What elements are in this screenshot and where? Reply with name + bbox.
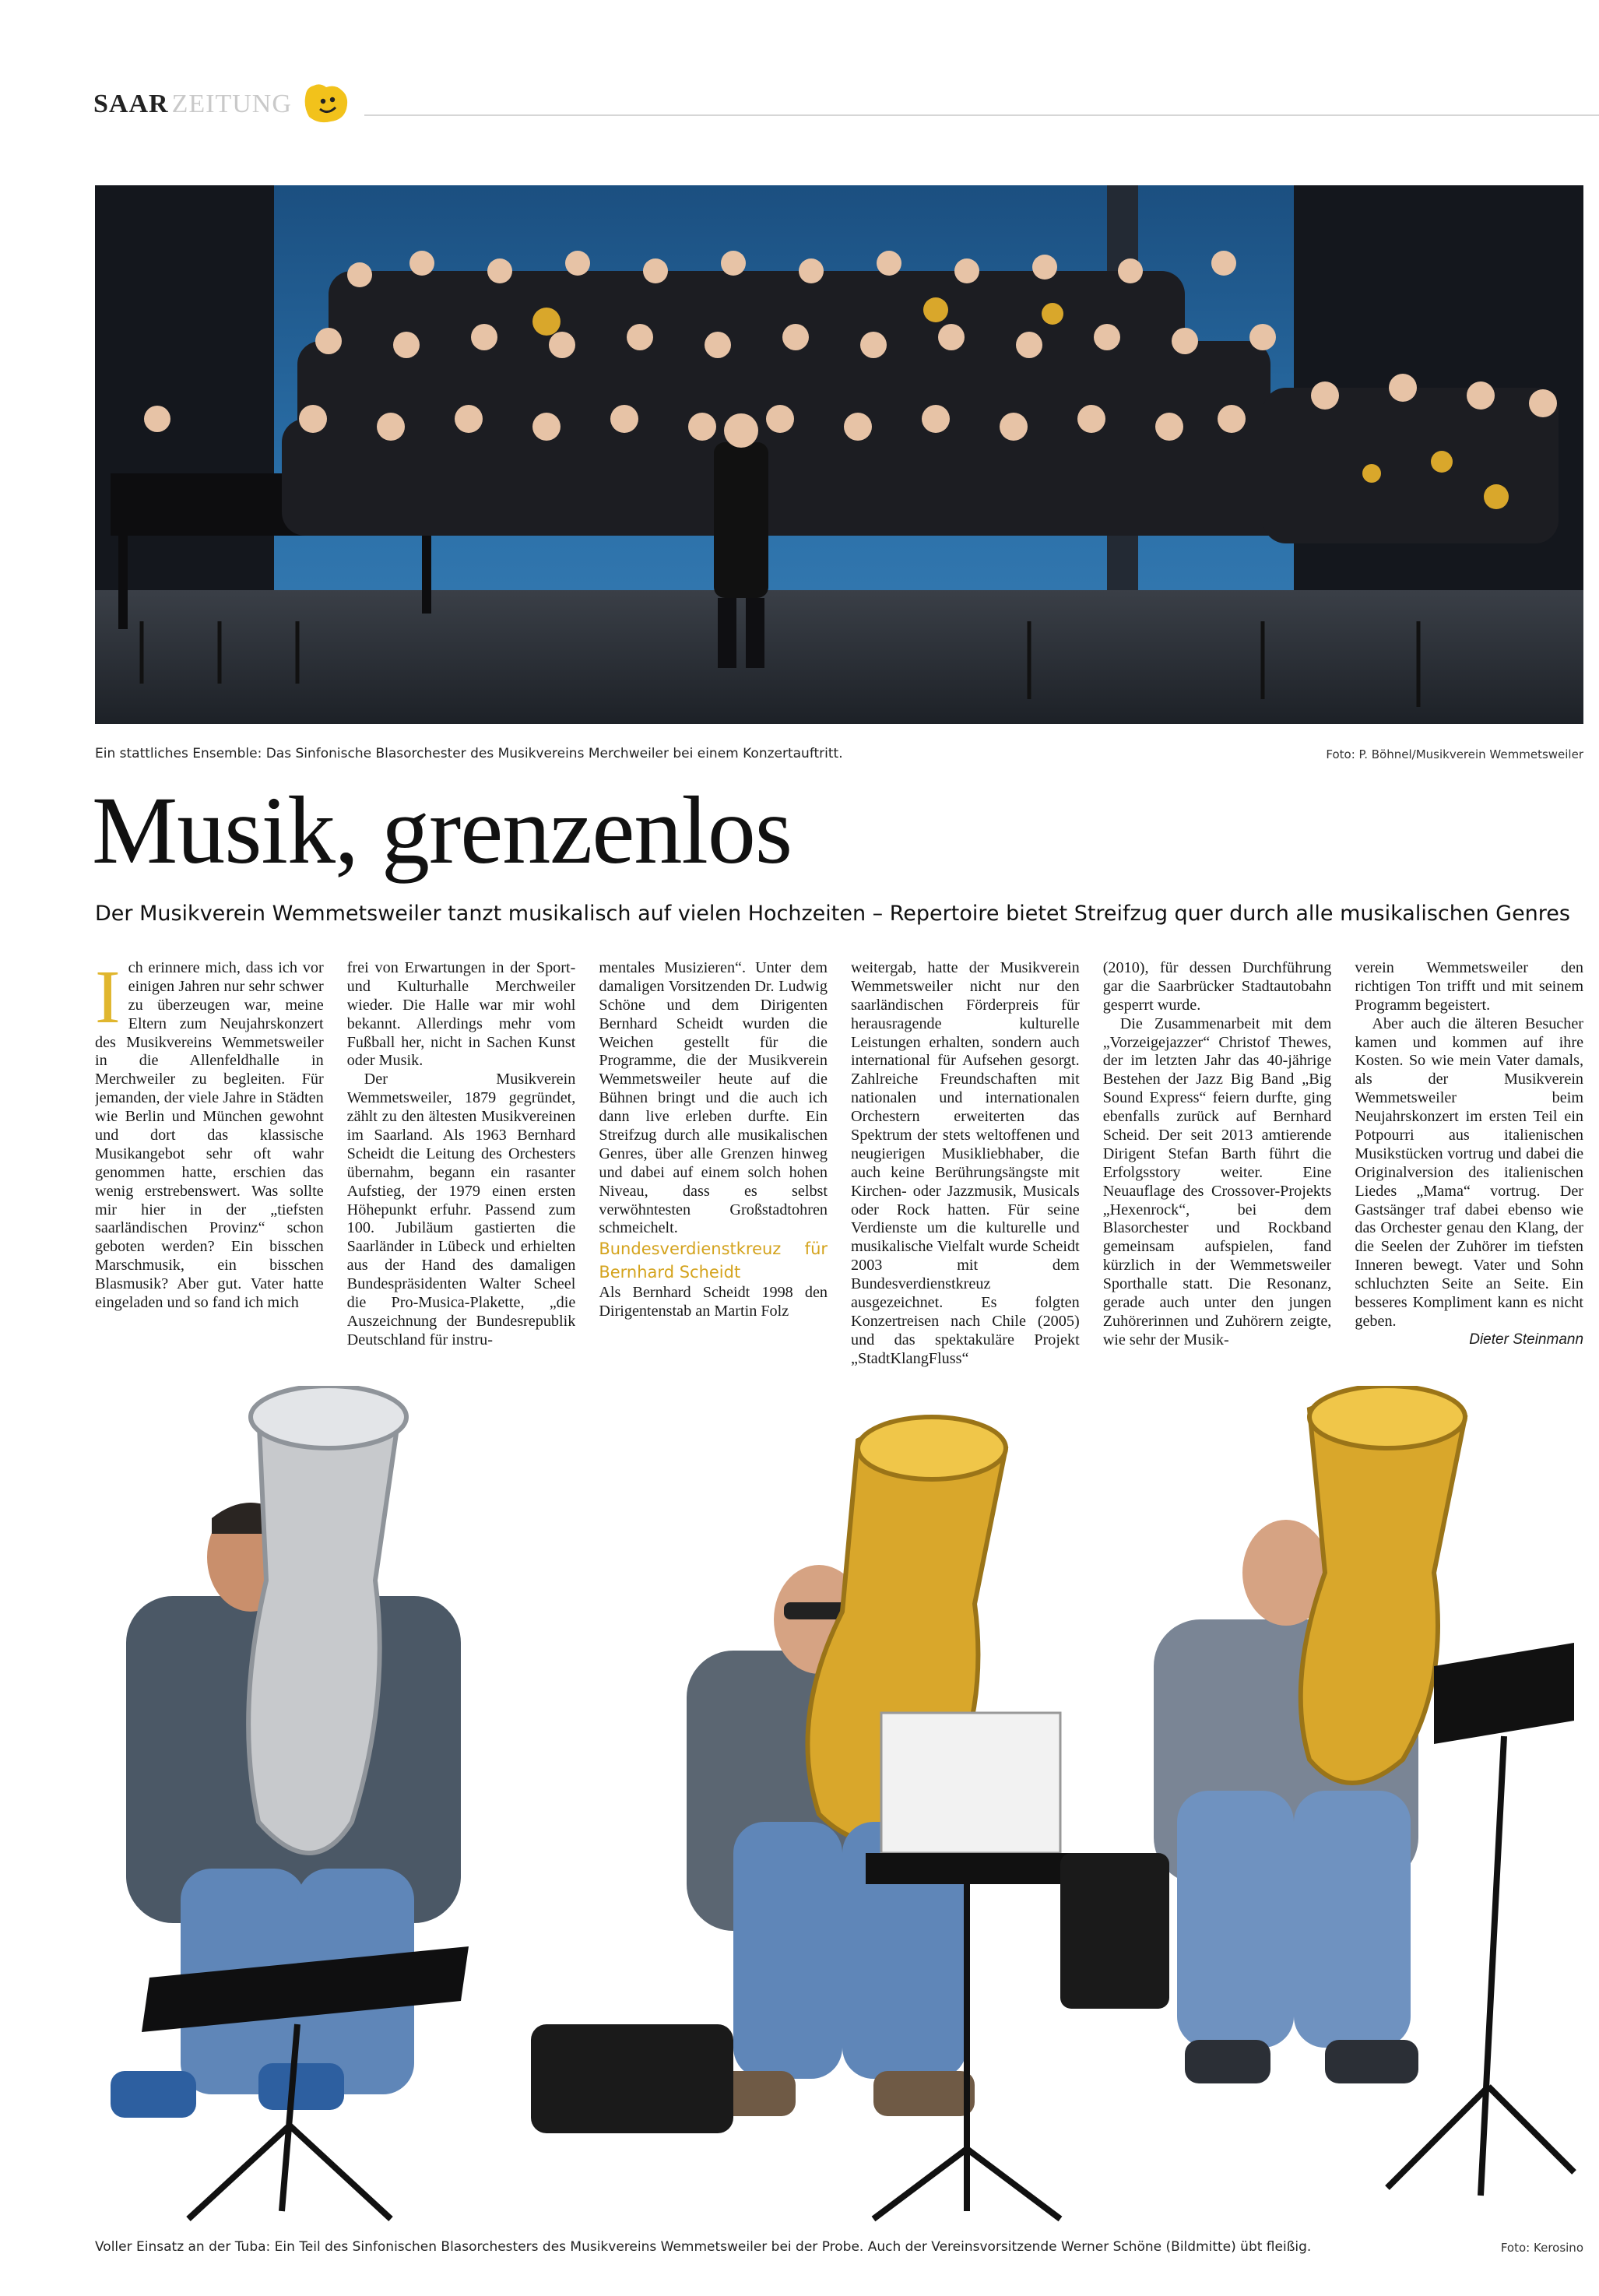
column-2: [347, 959, 576, 1370]
paragraph: mentales Musizieren“. Unter dem damaligen Vorsitzenden Dr. Ludwig Schöne und dem Dirigenten Bernhard Scheidt wurden die Weichen gestellt für die Programme, die der Musikverein Wemmetsweiler heute auf die Bühnen bringt und die auch ich dann live erleben durfte. Ein Streifzug durch alle musikalischen Genres, über alle Grenzen hinweg und dabei auf einem solch hohen Niveau, dass es selbst verwöhntesten Großstadtohren schmeichelt.: [599, 959, 828, 1237]
top-photo-caption: Ein stattliches Ensemble: Das Sinfonische Blasorchester des Musikvereins Merchweiler bei einem Konzertauftritt.: [95, 746, 843, 761]
paragraph: weitergab, hatte der Musikverein Wemmetsweiler nicht nur den saarländischen Förderpreis für herausragende kulturelle Leistungen erhalten, sondern auch international für Aufsehen gesorgt. Zahlreiche Freundschaften mit nationalen und internationalen Orchestern erweiterten das Spektrum der stets weltoffenen und neugierigen Musikliebhaber, die auch keine Berührungsängste mit Kirchen- oder Jazzmusik, Musicals oder Rock hatten. Für seine Verdienste um die kulturelle und musikalische Vielfalt wurde Scheidt 2003 mit dem Bundesverdienstkreuz ausgezeichnet. Es folgten Konzertreisen nach Chile (2005) und das spektakuläre Projekt „StadtKlangFluss“: [851, 959, 1080, 1367]
column-4: [851, 959, 1080, 1370]
dropcap: I: [95, 959, 121, 1039]
author: Dieter Steinmann: [1469, 1331, 1584, 1348]
paragraph: Die Zusammenarbeit mit dem „Vorzeigejazzer“ Christof Thewes, der im letzten Jahr das 40-jährige Bestehen der Jazz Big Band „Big Sound Express“ feiern durfte, ging ebenfalls zurück auf Bernhard Scheid. Der seit 2013 amtierende Dirigent Stefan Barth führt die Erfolgsstory weiter. Eine Neuauflage des Crossover-Projekts „Hexenrock“, bei dem Blasorchester und Rockband gemeinsam aufspielen, fand kürzlich in der Wemmetsweiler Sporthalle statt. Die Resonanz, gerade auch unter den jungen Zuhörerinnen und Zuhörern zeigte, wie sehr der Musik-: [1102, 1014, 1332, 1348]
paragraph: Aber auch die älteren Besucher kamen und kommen auf ihre Kosten. So wie mein Vater damals, als der Musikverein Wemmetsweiler beim Neujahrskonzert im ersten Teil ein Potpourri aus italienischen Musikstücken vortrug und dabei die Originalversion des italienischen Liedes „Mama“ vortrug. Der Gastsänger traf dabei ebenso wie das Orchester genau den Klang, der die Seelen der Zuhörer im tiefsten Inneren bewegt. Vater und Sohn schluchzten Seite an Seite. Ein besseres Kompliment kann es nicht geben.: [1355, 1014, 1584, 1330]
column-6: [1355, 959, 1583, 1370]
bottom-photo-credit: Foto: Kerosino: [1500, 2241, 1583, 2255]
paragraph: Als Bernhard Scheidt 1998 den Dirigentenstab an Martin Folz: [599, 1284, 828, 1320]
tuba-players-photo: [95, 1386, 1583, 2227]
paragraph: frei von Erwartungen in der Sport- und Kulturhalle Merchweiler wieder. Die Halle war mir wohl bekannt. Allerdings mehr vom Fußball her, nicht in Sachen Kunst oder Musik.: [346, 959, 576, 1070]
masthead-saar: SAAR: [93, 90, 169, 118]
masthead: [93, 84, 351, 125]
paragraph: Der Musikverein Wemmetsweiler, 1879 gegründet, zählt zu den ältesten Musikvereinen im Saarland. Als 1963 Bernhard Scheidt die Leitung des Orchesters übernahm, begann ein rasanter Aufstieg, der 1979 einen ersten Höhepunkt erfuhr. Passend zum 100. Jubiläum gastierten die Saarländer in Lübeck und erhielten aus der Hand des damaligen Bundespräsidenten Walter Scheel die Pro-Musica-Plakette, „die Auszeichnung der Bundesrepublik Deutschland für instru-: [346, 1071, 576, 1348]
section-subhead: Bundesverdienstkreuz für Bernhard Scheidt: [599, 1239, 828, 1282]
article-body: [95, 959, 1583, 1370]
saarland-mascot-icon: [300, 83, 351, 126]
column-5: [1103, 959, 1332, 1370]
column-3: [599, 959, 828, 1370]
masthead-zeitung: ZEITUNG: [171, 90, 292, 118]
subheadline: Der Musikverein Wemmetsweiler tanzt musikalisch auf vielen Hochzeiten – Repertoire bietet Streifzug quer durch alle musikalischen Genres: [95, 902, 1570, 926]
paragraph: (2010), für dessen Durchführung gar die Saarbrücker Stadtautobahn gesperrt wurde.: [1102, 959, 1332, 1014]
bottom-photo-caption: Voller Einsatz an der Tuba: Ein Teil des Sinfonischen Blasorchesters des Musikvereins Wemmetsweiler bei der Probe. Auch der Vereinsvorsitzende Werner Schöne (Bildmitte) übt fleißig.: [95, 2239, 1312, 2255]
headline: Musik, grenzenlos: [92, 777, 792, 884]
orchestra-photo: [95, 185, 1583, 724]
column-1: [95, 959, 324, 1370]
masthead-rule: [364, 114, 1599, 116]
paragraph: ch erinnere mich, dass ich vor einigen Jahren nur sehr schwer zu überzeugen war, meine Eltern zum Neujahrskonzert des Musikvereins Wemmetsweiler in die Allenfeldhalle in Merchweiler zu begleiten. Für jemanden, der viele Jahre in Städten wie Berlin und München gewohnt und dort das klassische Musikangebot sehr oft wahr genommen hatte, erschien das wenig erstrebenswert. Was sollte mir hier in der „tiefsten saarländischen Provinz“ schon geboten werden? Ein bisschen Marschmusik, ein bisschen Blasmusik? Aber gut. Vater hatte eingeladen und so fand ich mich: [95, 959, 324, 1312]
top-photo-credit: Foto: P. Böhnel/Musikverein Wemmetsweiler: [1326, 747, 1583, 761]
paragraph: verein Wemmetsweiler den richtigen Ton trifft und mit seinem Programm begeistert.: [1355, 959, 1584, 1014]
